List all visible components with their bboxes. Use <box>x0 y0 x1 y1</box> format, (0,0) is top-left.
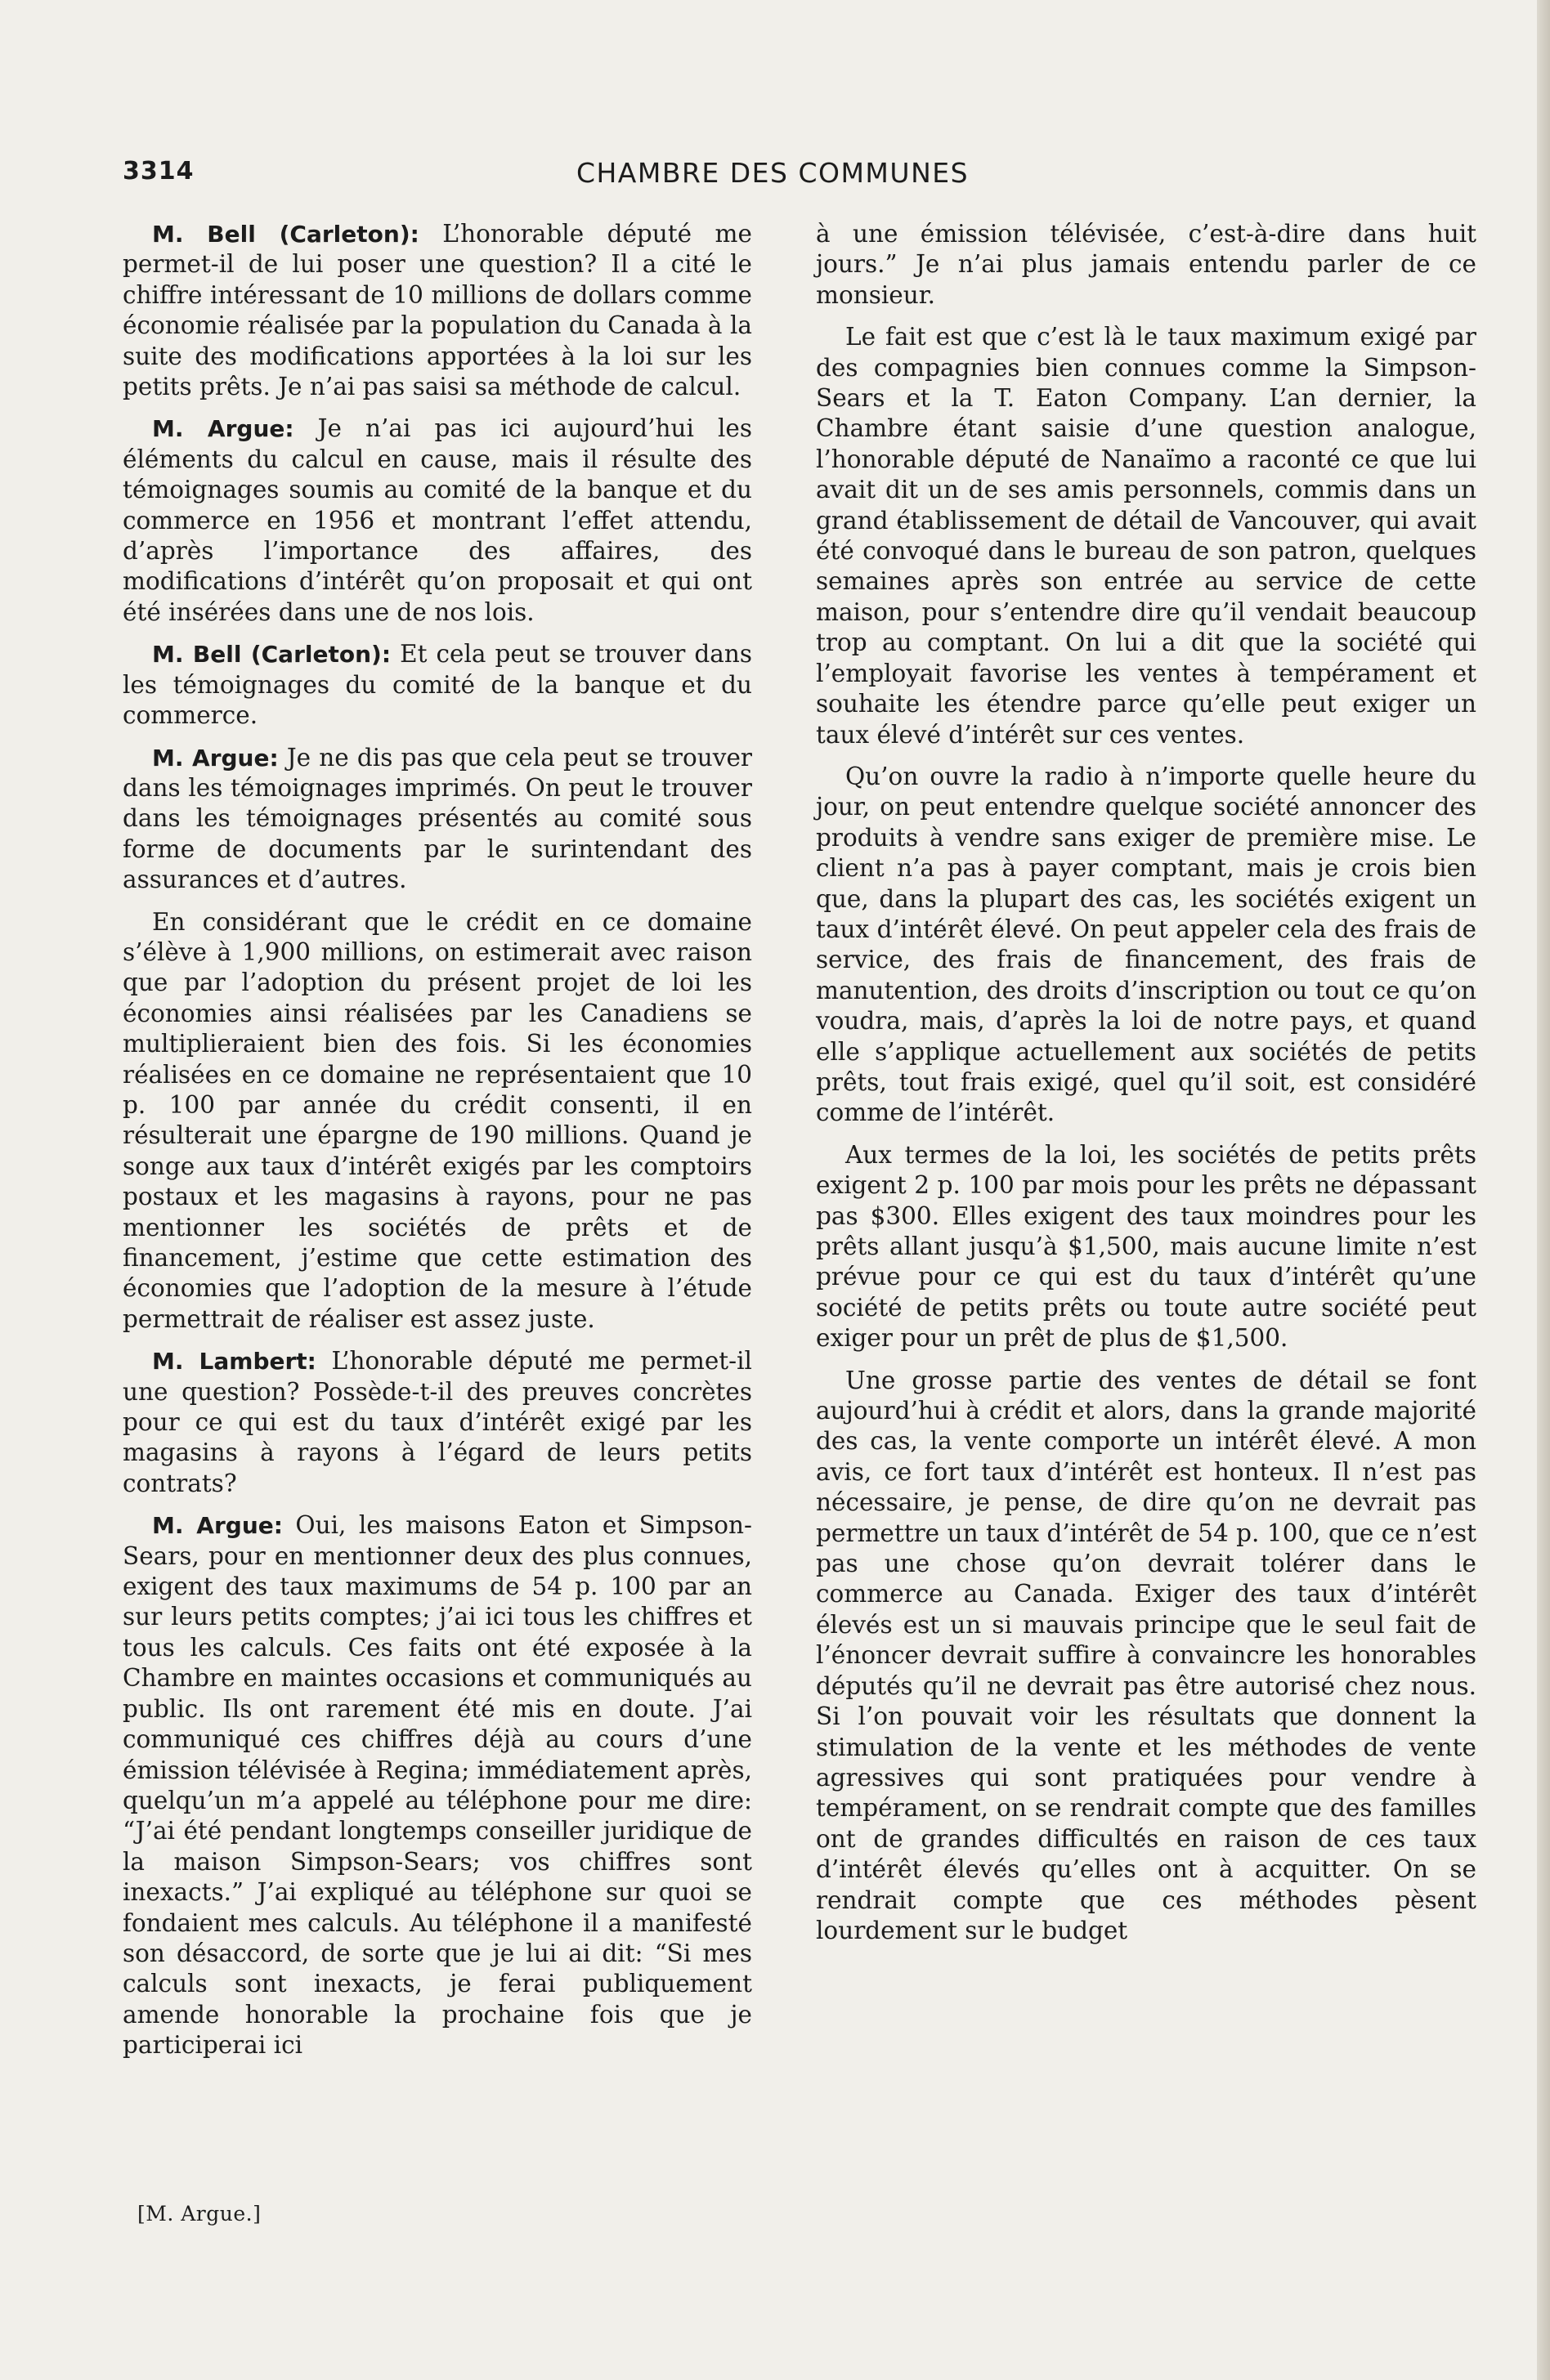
speaker-name: M. Lambert: <box>152 1348 316 1376</box>
paragraph: Une grosse partie des ventes de détail se font aujourd’hui à crédit et alors, dans la grande majorité des cas, la vente comporte un intérêt élevé. A mon avis, ce fort taux d’intérêt est honteux. Il n’est pas nécessaire, je pense, de dire qu’on ne devrait pas permettre un taux d’intérêt de 54 p. 100, que ce n’est pas une chose qu’on devrait tolérer dans le commerce au Canada. Exiger des taux d’intérêt élevés est un si mauvais principe que le seul fait de l’énoncer devrait suffire à convaincre les honorables députés qu’il ne devrait pas être autorisé chez nous. Si l’on pouvait voir les résultats que donnent la stimulation de la vente et les méthodes de vente agressives qui sont pratiquées pour vendre à tempérament, on se rendrait compte que des familles ont de grandes difficultés en raison de ces taux d’intérêt élevés qu’elles ont à acquitter. On se rendrait compte que ces méthodes pèsent lourdement sur le budget <box>816 1366 1476 1944</box>
paragraph <box>123 219 752 402</box>
speaker-name: M. Bell (Carleton): <box>152 641 392 669</box>
paragraph: à une émission télévisée, c’est-à-dire dans huit jours.” Je n’ai plus jamais entendu parler de ce monsieur. <box>816 220 1476 309</box>
paragraph: Le fait est que c’est là le taux maximum exigé par des compagnies bien connues comme la Simpson-Sears et la T. Eaton Company. L’an dernier, la Chambre étant saisie d’une question analogue, l’honorable député de Nanaïmo a raconté ce que lui avait dit un de ses amis personnels, commis dans un grand établissement de détail de Vancouver, qui avait été convoqué dans le bureau de son patron, quelques semaines après son entrée au service de cette maison, pour s’entendre dire qu’il vendait beaucoup trop au comptant. On lui a dit que la société qui l’employait favorise les ventes à tempérament et souhaite les étendre parce qu’elle peut exiger un taux élevé d’intérêt sur ces ventes. <box>816 323 1476 749</box>
speaker-footnote: [M. Argue.] <box>137 2202 262 2226</box>
paragraph <box>123 1510 752 2060</box>
paragraph: Aux termes de la loi, les sociétés de petits prêts exigent 2 p. 100 par mois pour les prêts ne dépassant pas $300. Elles exigent des taux moindres pour les prêts allant jusqu’à $1,500, mais aucune limite n’est prévue pour ce qui est du taux d’intérêt qu’une société de petits prêts ou toute autre société peut exiger pour un prêt de plus de $1,500. <box>816 1140 1476 1353</box>
paragraph-text: L’honorable député me permet-il une question? Possède-t-il des preuves concrètes pour ce qui est du taux d’intérêt exigé par les magasins à rayons à l’égard de leurs petits contrats? <box>123 1347 752 1497</box>
paragraph-text: Oui, les maisons Eaton et Simpson-Sears, pour en mentionner deux des plus connues, exigent des taux maximums de 54 p. 100 par an sur leurs petits comptes; j’ai ici tous les chiffres et tous les calculs. Ces faits ont été exposée à la Chambre en maintes occasions et communiqués au public. Ils ont rarement été mis en doute. J’ai communiqué ces chiffres déjà au cours d’une émission télévisée à Regina; immédiatement après, quelqu’un m’a appelé au téléphone pour me dire: “J’ai été pendant longtemps conseiller juridique de la maison Simpson-Sears; vos chiffres sont inexacts.” J’ai expliqué au téléphone sur quoi se fondaient mes calculs. Au téléphone il a manifesté son désaccord, de sorte que je lui ai dit: “Si mes calculs sont inexacts, je ferai publiquement amende honorable la prochaine fois que je participerai ici <box>123 1511 753 2060</box>
paragraph-text: Je n’ai pas ici aujourd’hui les éléments du calcul en cause, mais il résulte des témoignages soumis au comité de la banque et du commerce en 1956 et montrant l’effet attendu, d’après l’importance des affaires, des modifications d’intérêt qu’on proposait et qui ont été insérées dans une de nos lois. <box>123 414 752 626</box>
paragraph-text: En considérant que le crédit en ce domaine s’élève à 1,900 millions, on estimerait avec raison que par l’adoption du présent projet de loi les économies ainsi réalisées par les Canadiens se multiplieraient bien des fois. Si les économies réalisées en ce domaine ne représentaient que 10 p. 100 par année du crédit consenti, il en résulterait une épargne de 190 millions. Quand je songe aux taux d’intérêt exigés par les comptoirs postaux et les magasins à rayons, pour ne pas mentionner les sociétés de prêts et de financement, j’estime que cette estimation des économies que l’adoption de la mesure à l’étude permettrait de réaliser est assez juste. <box>123 907 752 1333</box>
left-column <box>123 219 752 2073</box>
paragraph <box>123 743 752 896</box>
running-head: CHAMBRE DES COMMUNES <box>576 157 970 189</box>
speaker-name: M. Bell (Carleton): <box>152 221 419 248</box>
paragraph <box>123 907 752 1335</box>
page-edge <box>1537 0 1550 2380</box>
paragraph-text: Je ne dis pas que cela peut se trouver dans les témoignages imprimés. On peut le trouver dans les témoignages présentés au comité sous forme de documents par le surintendant des assurances et d’autres. <box>123 743 752 894</box>
speaker-name: M. Argue: <box>152 1512 283 1540</box>
paragraph <box>123 414 752 628</box>
speaker-name: M. Argue: <box>152 744 279 772</box>
page-number: 3314 <box>123 157 195 186</box>
paragraph-text: L’honorable député me permet-il de lui poser une question? Il a cité le chiffre intéressant de 10 millions de dollars comme économie réalisée par la population du Canada à la suite des modifications apportées à la loi sur les petits prêts. Je n’ai pas saisi sa méthode de calcul. <box>123 220 752 401</box>
paragraph: Qu’on ouvre la radio à n’importe quelle heure du jour, on peut entendre quelque société annoncer des produits à vendre sans exiger de première mise. Le client n’a pas à payer comptant, mais je crois bien que, dans la plupart des cas, les sociétés exigent un taux d’intérêt élevé. On peut appeler cela des frais de service, des frais de financement, des frais de manutention, des droits d’inscription ou tout ce qu’on voudra, mais, d’après la loi de notre pays, et quand elle s’applique actuellement aux sociétés de petits prêts, tout frais exigé, quel qu’il soit, est considéré comme de l’intérêt. <box>816 762 1476 1127</box>
paragraph <box>123 1346 752 1499</box>
speaker-name: M. Argue: <box>152 415 294 443</box>
page-header <box>123 157 1422 198</box>
paragraph <box>123 639 752 731</box>
paragraph-text: Et cela peut se trouver dans les témoignages du comité de la banque et du commerce. <box>123 640 752 730</box>
right-column <box>816 219 1476 1957</box>
